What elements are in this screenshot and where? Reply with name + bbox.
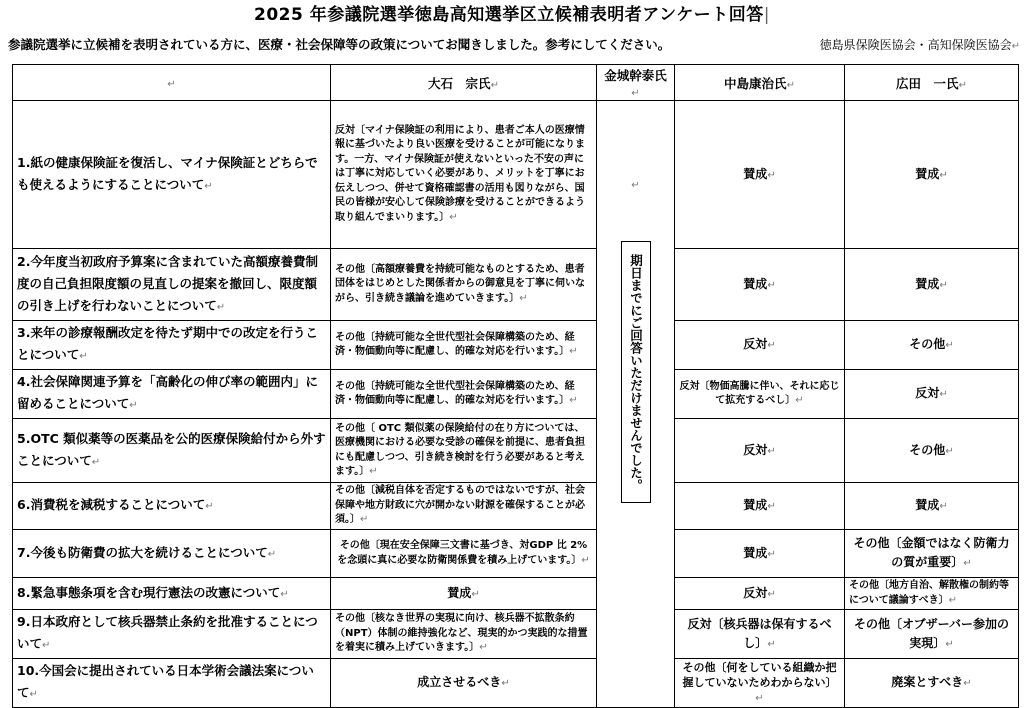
table-row [13,370,1019,419]
question-cell [13,578,331,610]
candidate-3-name: 中島康治氏 [724,75,787,91]
cell-mark-icon: ↵ [167,79,176,90]
answer-text: その他〔核なき世界の実現に向け、核兵器不拡散条約（NPT）体制の維持強化など、現実的かつ実践的な措置を着実に積み上げていきます。〕 [335,613,588,654]
header-candidate-2 [597,65,675,101]
question-text: 4.社会保障関連予算を「高齢化の伸び率の範囲内」に留めることについて [17,374,318,411]
answer-cell [331,321,597,370]
answer-text: その他〔地方自治、解散権の制約等について議論すべき〕 [849,580,1009,606]
cell-mark-icon: ↵ [939,169,948,181]
cell-mark-icon: ↵ [205,501,214,512]
cell-mark-icon: ↵ [948,594,957,606]
no-response-column [597,101,675,708]
cell-mark-icon: ↵ [767,340,776,351]
table-row [13,101,1019,249]
cell-mark-icon: ↵ [767,279,776,291]
cell-mark-icon: ↵ [939,389,948,400]
answer-text: その他〔高額療養費を持続可能なものとするため、患者団体をはじめとした関係者からの御意見を丁寧に伺いながら、引き続き議論を進めていきます。〕 [335,263,585,304]
question-cell [13,610,331,659]
answer-text: 反対 [743,442,768,457]
cell-mark-icon: ↵ [795,395,804,406]
question-cell [13,419,331,483]
question-cell [13,101,331,249]
cell-mark-icon: ↵ [129,400,138,411]
cell-mark-icon: ↵ [767,445,776,457]
answer-cell [331,578,597,610]
answer-text: その他 [909,442,946,457]
table-row [13,530,1019,578]
answer-text: 賛成 [743,166,768,181]
question-text: 9.日本政府として核兵器禁止条約を批准することについて [17,614,318,651]
answer-cell [675,659,845,708]
cell-mark-icon: ↵ [569,346,578,357]
answer-cell [845,370,1019,419]
title-text: 2025 年参議院選挙徳島高知選挙区立候補表明者アンケート回答 [254,5,764,25]
cell-mark-icon: ↵ [786,79,795,91]
table-row [13,610,1019,659]
cell-mark-icon: ↵ [945,340,954,351]
answer-text: その他〔オブザーバー参加の実現〕 [853,616,1010,650]
cell-mark-icon: ↵ [939,501,948,512]
answer-text: 反対 [915,386,940,400]
header-question [13,65,331,101]
answer-cell [675,483,845,530]
table-row [13,321,1019,370]
answer-cell [331,659,597,708]
cell-mark-icon: ↵ [631,180,640,191]
question-text: 10.今国会に提出されている日本学術会議法案について [17,663,314,700]
answer-cell [845,659,1019,708]
cell-mark-icon: ↵ [29,689,38,700]
question-text: 1.紙の健康保険証を復活し、マイナ保険証とどちらでも使えるようにすることについて [17,154,318,192]
question-cell [13,321,331,370]
cell-mark-icon: ↵ [449,211,458,223]
answer-text: 反対〔核兵器は保有するべし〕 [687,616,832,650]
cell-mark-icon: ↵ [42,640,51,651]
answer-cell [845,321,1019,370]
answer-cell [845,610,1019,659]
answer-cell [675,321,845,370]
question-text: 7.今後も防衛費の拡大を続けることについて [17,544,268,560]
intro-text: 参議院選挙に立候補を表明されている方に、医療・社会保障等の政策についてお聞きしました。参考にしてください。 [8,37,671,52]
cell-mark-icon: ↵ [755,693,764,704]
question-cell [13,249,331,321]
answer-cell [675,610,845,659]
candidate-4-name: 広田 一氏 [896,75,959,91]
answer-cell [845,101,1019,249]
candidate-1-name: 大石 宗氏 [428,75,491,91]
answer-text: その他〔何をしている組織か把握していないためわからない〕 [682,661,837,689]
candidate-2-name: 金城幹泰氏 [604,68,667,83]
answer-text: その他〔金額ではなく防衛力の質が重要〕 [853,536,1010,569]
answer-text: 反対 [743,337,768,351]
question-text: 6.消費税を減税することについて [17,497,206,512]
answer-text: その他 [909,337,946,351]
answer-text: 賛成 [743,545,768,560]
question-text: 5.OTC 類似薬等の医薬品を公的医療保険給付から外すことについて [17,430,326,468]
cell-mark-icon: ↵ [479,642,488,654]
answer-cell [845,578,1019,610]
answer-text: その他〔減税自体を否定するものではないですが、社会保障や地方財政に穴が開かない財源を確保することが必須。〕 [335,485,585,526]
page-title [0,2,1024,28]
answer-text: 賛成 [447,585,472,600]
question-cell [13,370,331,419]
cell-mark-icon: ↵ [767,501,776,512]
answer-text: その他〔持続可能な全世代型社会保障構築のため、経済・物価動向等に配慮し、的確な対応を行います。〕 [335,331,575,357]
text-cursor-icon: | [763,5,770,25]
question-cell [13,483,331,530]
header-row [13,65,1019,101]
organization-name [820,34,1020,58]
header-candidate-1 [331,65,597,101]
answer-cell [331,530,597,578]
answer-text: 廃案とすべき [891,675,964,689]
cell-mark-icon: ↵ [767,169,776,181]
cell-mark-icon: ↵ [91,456,101,468]
answer-cell [331,610,597,659]
paragraph-mark-icon: ↵ [1011,41,1020,52]
answer-text: 賛成 [915,166,940,181]
answer-cell [331,483,597,530]
answer-cell [675,249,845,321]
answer-cell [331,370,597,419]
answer-text: その他〔現在安全保障三文書に基づき、対GDP 比 2%を念頭に真に必要な防衛関係費を積み上げています。〕 [337,540,588,566]
cell-mark-icon: ↵ [569,395,578,406]
cell-mark-icon: ↵ [519,292,528,304]
cell-mark-icon: ↵ [631,88,640,99]
cell-mark-icon: ↵ [767,588,776,600]
question-text: 8.緊急事態条項を含む現行憲法の改憲について [17,584,281,600]
header-candidate-4 [845,65,1019,101]
cell-mark-icon: ↵ [945,638,954,650]
answer-cell [845,249,1019,321]
question-text: 2.今年度当初政府予算案に含まれていた高額療養費制度の自己負担限度額の見直しの提案を撤回し、限度額の引き上げを行わないことについて [17,253,318,313]
subtitle-row [8,34,1020,56]
table-row [13,659,1019,708]
cell-mark-icon: ↵ [360,514,369,526]
answer-text: 賛成 [743,498,768,512]
no-response-notice: 期日までにご回答いただけませんでした。 [621,241,651,503]
cell-mark-icon: ↵ [204,180,213,192]
cell-mark-icon: ↵ [490,79,499,91]
question-text: 3.来年の診療報酬改定を待たず期中での改定を行うことについて [17,325,318,362]
cell-mark-icon: ↵ [501,678,510,689]
cell-mark-icon: ↵ [280,588,289,600]
organization-text: 徳島県保険医協会・高知保険医協会 [819,38,1012,52]
answer-text: その他〔 OTC 類似薬の保険給付の在り方については、医療機関における必要な受診の確保を前提に、患者負担にも配慮しつつ、引き続き検討を行う必要があると考えます。〕 [335,422,585,477]
cell-mark-icon: ↵ [267,548,277,560]
header-candidate-3 [675,65,845,101]
answer-text: 反対 [743,585,768,600]
cell-mark-icon: ↵ [958,79,967,91]
answer-cell [845,483,1019,530]
table-row [13,419,1019,483]
answer-cell [331,249,597,321]
answer-cell [675,101,845,249]
cell-mark-icon: ↵ [79,351,88,362]
survey-table [12,64,1019,708]
answer-text: 賛成 [915,498,940,512]
answer-cell [845,419,1019,483]
table-row [13,483,1019,530]
cell-mark-icon: ↵ [945,445,954,457]
answer-cell [675,370,845,419]
cell-mark-icon: ↵ [939,279,948,291]
question-cell [13,659,331,708]
answer-cell [845,530,1019,578]
answer-text: 反対〔マイナ保険証の利用により、患者ご本人の医療情報に基づいたより良い医療を受けることが可能になります。一方、マイナ保険証が使えないといった不安の声には丁寧に対応していく必要があり、メリットを丁寧にお伝えしつつ、併せて資格確認書の活用も図りながら、国民の皆様が安心して保険診療を受けることができるよう取り組んでまいります。〕 [335,124,585,223]
cell-mark-icon: ↵ [767,548,776,560]
cell-mark-icon: ↵ [471,588,480,600]
cell-mark-icon: ↵ [216,301,226,313]
table-row [13,578,1019,610]
cell-mark-icon: ↵ [963,678,972,689]
answer-text: 賛成 [743,276,768,291]
question-cell [13,530,331,578]
answer-cell [675,578,845,610]
cell-mark-icon: ↵ [963,558,972,569]
cell-mark-icon: ↵ [369,466,378,477]
answer-text: 反対〔物価高騰に伴い、それに応じて拡充するべし〕 [679,380,840,406]
answer-cell [331,419,597,483]
table-row [13,249,1019,321]
answer-text: 賛成 [915,276,940,291]
answer-cell [331,101,597,249]
answer-text: 成立させるべき [417,675,502,689]
answer-cell [675,419,845,483]
answer-cell [675,530,845,578]
cell-mark-icon: ↵ [767,638,776,650]
answer-text: その他〔持続可能な全世代型社会保障構築のため、経済・物価動向等に配慮し、的確な対応を行います。〕 [335,380,575,406]
cell-mark-icon: ↵ [581,554,590,566]
